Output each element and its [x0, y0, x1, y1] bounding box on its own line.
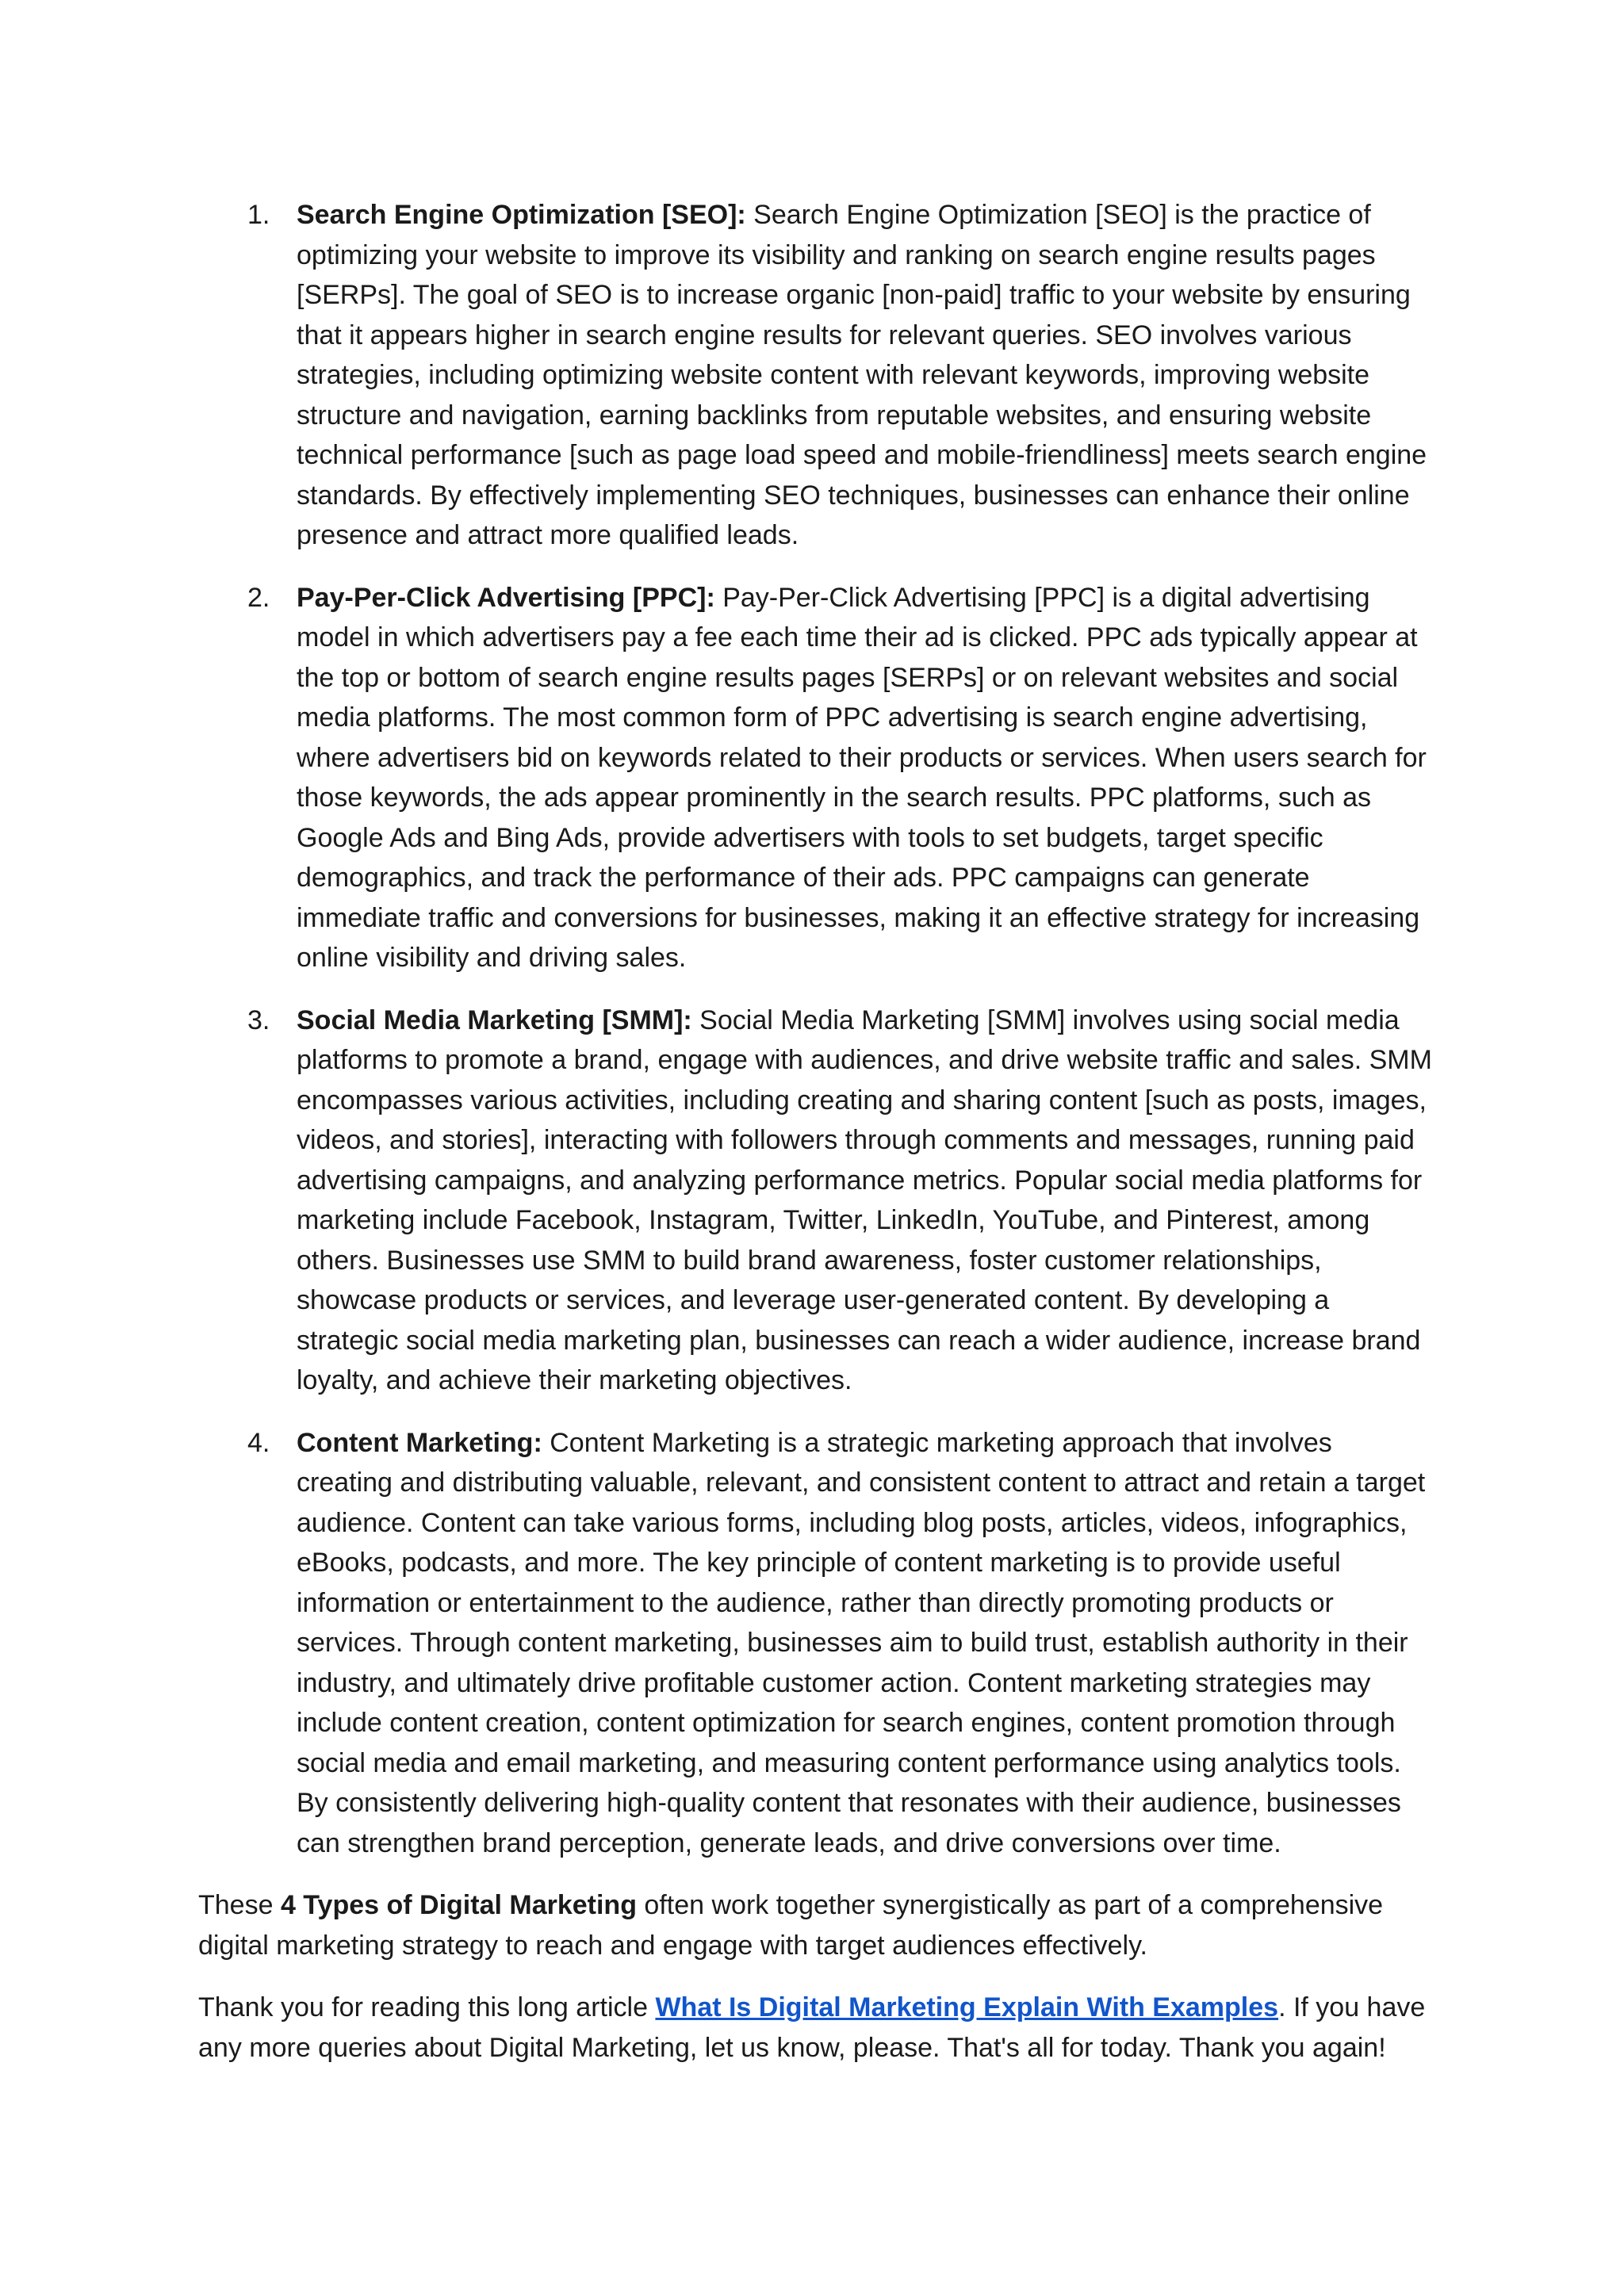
summary-text-after: often work together synergistically as part of a comprehensive digital marketing strategy to reach and engage with target audiences effectively.	[198, 1890, 1384, 1961]
closing-paragraph	[198, 1988, 1435, 2068]
list-item-number: 3.	[247, 1004, 270, 1035]
list-item-text: Content Marketing is a strategic marketing approach that involves creating and distributing valuable, relevant, and consistent content to attract and retain a target audience. Content can take various forms, including blog posts, articles, videos, infographics, eBooks, podcasts, and more. The key principle of content marketing is to provide useful information or entertainment to the audience, rather than directly promoting products or services. Through content marketing, businesses aim to build trust, establish authority in their industry, and ultimately drive profitable customer action. Content marketing strategies may include content creation, content optimization for search engines, content promotion through social media and email marketing, and measuring content performance using analytics tools. By consistently delivering high-quality content that resonates with their audience, businesses can strengthen brand perception, generate leads, and drive conversions over time.	[297, 1427, 1426, 1858]
list-item-number: 1.	[247, 200, 270, 230]
list-item-smm	[198, 1001, 1435, 1401]
summary-paragraph	[198, 1885, 1435, 1965]
summary-text-before: These	[198, 1890, 281, 1920]
document-body	[198, 195, 1435, 2090]
summary-bold-text: 4 Types of Digital Marketing	[280, 1890, 637, 1920]
list-item-number: 2.	[247, 582, 270, 613]
marketing-types-list	[198, 195, 1435, 1863]
closing-text-after: . If you have any more queries about Digital Marketing, let us know, please. That's all for today. Thank you again!	[198, 1992, 1426, 2063]
list-item-content-marketing	[198, 1423, 1435, 1864]
list-item-text: Social Media Marketing [SMM] involves using social media platforms to promote a brand, engage with audiences, and drive website traffic and sales. SMM encompasses various activities, including creating and sharing content [such as posts, images, videos, and stories], interacting with followers through comments and messages, running paid advertising campaigns, and analyzing performance metrics. Popular social media platforms for marketing include Facebook, Instagram, Twitter, LinkedIn, YouTube, and Pinterest, among others. Businesses use SMM to build brand awareness, foster customer relationships, showcase products or services, and leverage user-generated content. By developing a strategic social media marketing plan, businesses can reach a wider audience, increase brand loyalty, and achieve their marketing objectives.	[297, 1004, 1432, 1395]
list-item-term: Pay-Per-Click Advertising [PPC]:	[297, 582, 715, 613]
list-item-text: Search Engine Optimization [SEO] is the practice of optimizing your website to improve its visibility and ranking on search engine results pages [SERPs]. The goal of SEO is to increase organic [non-paid] traffic to your website by ensuring that it appears higher in search engine results for relevant queries. SEO involves various strategies, including optimizing website content with relevant keywords, improving website structure and navigation, earning backlinks from reputable websites, and ensuring website technical performance [such as page load speed and mobile-friendliness] meets search engine standards. By effectively implementing SEO techniques, businesses can enhance their online presence and attract more qualified leads.	[297, 200, 1427, 550]
list-item-seo	[198, 195, 1435, 556]
list-item-text: Pay-Per-Click Advertising [PPC] is a digital advertising model in which advertisers pay a fee each time their ad is clicked. PPC ads typically appear at the top or bottom of search engine results pages [SERPs] or on relevant websites and social media platforms. The most common form of PPC advertising is search engine advertising, where advertisers bid on keywords related to their products or services. When users search for those keywords, the ads appear prominently in the search results. PPC platforms, such as Google Ads and Bing Ads, provide advertisers with tools to set budgets, target specific demographics, and track the performance of their ads. PPC campaigns can generate immediate traffic and conversions for businesses, making it an effective strategy for increasing online visibility and driving sales.	[297, 582, 1427, 973]
list-item-term: Search Engine Optimization [SEO]:	[297, 200, 746, 230]
article-link[interactable]: What Is Digital Marketing Explain With Examples	[655, 1992, 1279, 2022]
list-item-ppc	[198, 578, 1435, 978]
list-item-term: Content Marketing:	[297, 1427, 542, 1458]
list-item-number: 4.	[247, 1427, 270, 1458]
list-item-term: Social Media Marketing [SMM]:	[297, 1004, 692, 1035]
closing-text-before: Thank you for reading this long article	[198, 1992, 656, 2022]
